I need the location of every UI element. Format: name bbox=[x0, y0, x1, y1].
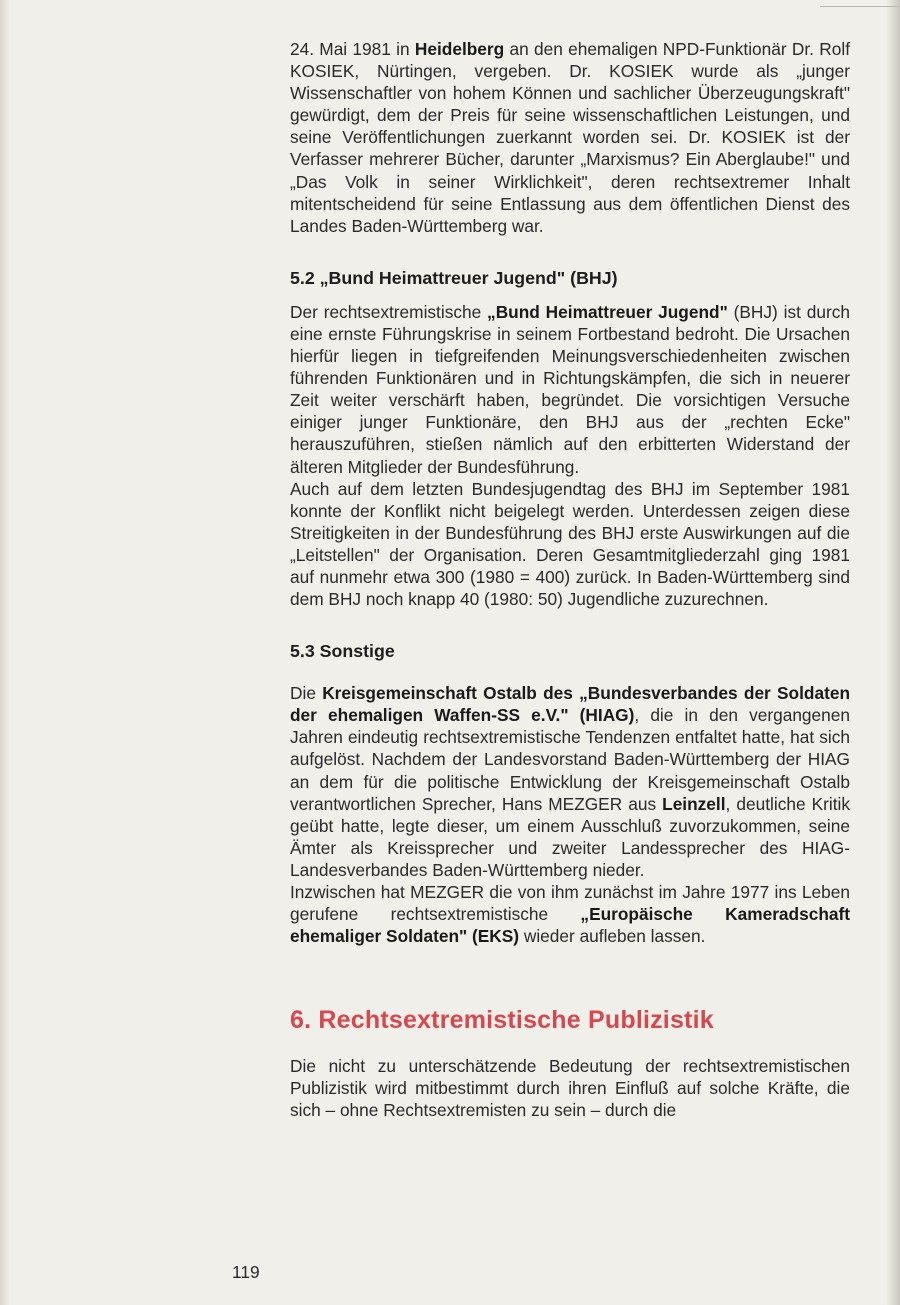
sonstige-text-3: , deutliche Kritik geübt hatte, legte dieser, um einem Ausschluß zuvorzukommen, seine Ämter als Kreissprecher und zweiter Landessprecher des HIAG-Landesverbandes Baden-Württemberg nieder. bbox=[290, 793, 850, 880]
sonstige-text-2: , die in den vergangenen Jahren eindeutig rechtsextremistische Tendenzen entfaltet hatte, hat sich aufgelöst. Nachdem der Landesvorstand Baden-Württemberg der HIAG an dem für die politische Entwicklung der Kreisgemeinschaft Ostalb verantwortlichen Sprecher, Hans MEZGER aus bbox=[290, 705, 850, 814]
sonstige-bold-hiag: Kreisgemeinschaft Ostalb des „Bundesverbandes der Soldaten der ehemaligen Waffen-SS e.V." (HIAG) bbox=[290, 683, 851, 726]
page-edge-shadow-left bbox=[0, 0, 10, 1305]
bhj-text-2: (BHJ) ist durch eine ernste Führungskrise in seinem Fortbestand bedroht. Die Ursachen hierfür liegen in tiefgreifenden Meinungsverschiedenheiten zwischen führenden Funktionären und in Richtungskämpfen, die sich in neuerer Zeit weiter verschärft haben, begründet. Die vorsichtigen Versuche einiger junger Funktionäre, den BHJ aus der „rechten Ecke" herauszuführen, stießen nämlich auf den erbitterten Widerstand der älteren Mitglieder der Bundesführung. bbox=[290, 301, 850, 477]
section-5-2-paragraph-2: Auch auf dem letzten Bundesjugendtag des BHJ im September 1981 konnte der Konflikt nicht beigelegt werden. Unterdessen zeigen diese Streitigkeiten in der Bundesführung des BHJ erste Auswirkungen auf die „Leitstellen" der Organisation. Deren Gesamtmitgliederzahl ging 1981 auf nunmehr etwa 300 (1980 = 400) zurück. In Baden-Württemberg sind dem BHJ noch knapp 40 (1980: 50) Jugendliche zuzurechnen. bbox=[290, 478, 850, 610]
sonstige-text-5: wieder aufleben lassen. bbox=[519, 926, 706, 947]
chapter-6-heading: 6. Rechtsextremistische Publizistik bbox=[290, 1006, 714, 1035]
chapter-6-paragraph-1: Die nicht zu unterschätzende Bedeutung der rechtsextremistischen Publizistik wird mitbestimmt durch ihren Einfluß auf solche Kräfte, die sich – ohne Rechtsextremisten zu sein – durch die bbox=[290, 1056, 850, 1121]
intro-paragraph bbox=[290, 38, 850, 237]
section-5-3-heading: 5.3 Sonstige bbox=[290, 641, 395, 662]
intro-text-2: an den ehemaligen NPD-Funktionär Dr. Rolf KOSIEK, Nürtingen, vergeben. Dr. KOSIEK wurde als „junger Wissenschaftler von hohem Können und sachlicher Überzeugungskraft" gewürdigt, dem der Preis für seine wissenschaftlichen Leistungen, und seine Veröffentlichungen zuerkannt worden sei. Dr. KOSIEK ist der Verfasser mehrerer Bücher, darunter „Marxismus? Ein Aberglaube!" und „Das Volk in seiner Wirklichkeit", deren rechtsextremer Inhalt mitentscheidend für seine Entlassung aus dem öffentlichen Dienst des Landes Baden-Württemberg war. bbox=[290, 39, 850, 236]
section-5-3-paragraph-1 bbox=[290, 682, 850, 881]
section-5-3-paragraph-2 bbox=[290, 881, 850, 947]
top-rule bbox=[820, 6, 898, 7]
intro-bold-heidelberg: Heidelberg bbox=[414, 39, 505, 59]
text-column bbox=[290, 38, 850, 1122]
bhj-text-1: Der rechtsextremistische bbox=[290, 301, 488, 322]
section-5-2-paragraph-1 bbox=[290, 301, 850, 478]
page-edge-shadow-right bbox=[886, 0, 900, 1305]
sonstige-bold-eks: „Europäische Kameradschaft ehemaliger Soldaten" (EKS) bbox=[290, 904, 850, 947]
section-5-2-heading: 5.2 „Bund Heimattreuer Jugend" (BHJ) bbox=[290, 267, 618, 288]
bhj-bold-name: „Bund Heimattreuer Jugend" bbox=[487, 301, 728, 322]
page-number: 119 bbox=[232, 1262, 260, 1282]
sonstige-text-1: Die bbox=[290, 683, 323, 704]
sonstige-text-4: Inzwischen hat MEZGER die von ihm zunächst im Jahre 1977 ins Leben gerufene rechtsextremistische bbox=[290, 882, 850, 925]
intro-text-1: 24. Mai 1981 in bbox=[290, 39, 415, 59]
sonstige-bold-leinzell: Leinzell bbox=[662, 793, 726, 814]
